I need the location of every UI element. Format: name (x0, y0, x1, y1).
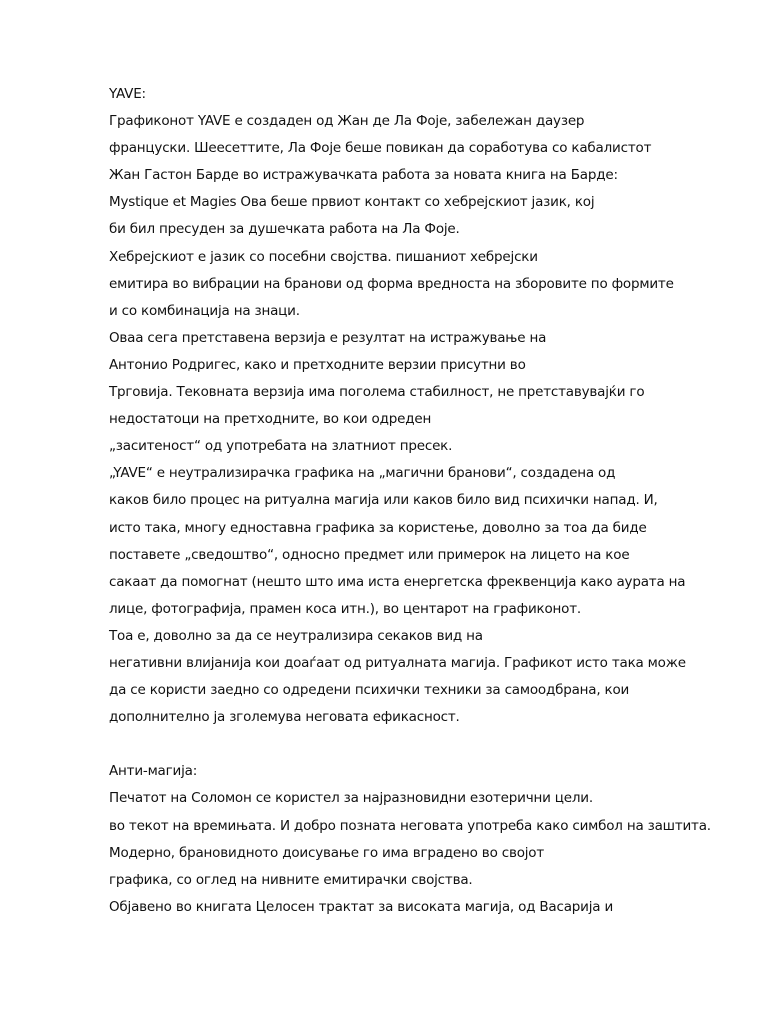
paragraph-line: Антонио Родригес, како и претходните верзии присутни во (109, 356, 526, 373)
paragraph-line: недостатоци на претходните, во кои одреден (109, 411, 432, 428)
paragraph-line: исто така, многу едноставна графика за користење, доволно за тоа да биде (109, 519, 647, 536)
paragraph-line: дополнително ја зголемува неговата ефикасност. (109, 709, 460, 726)
paragraph-line: графика, со оглед на нивните емитирачки својства. (109, 871, 473, 888)
section-heading-yave: YAVE: (109, 86, 146, 102)
paragraph-line: Жан Гастон Барде во истражувачката работа за новата книга на Барде: (109, 167, 618, 184)
section-heading-anti-magic: Анти-магија: (109, 763, 198, 780)
paragraph-line: и со комбинација на знаци. (109, 302, 300, 319)
paragraph-line: Графиконот YAVE е создаден од Жан де Ла Фоје, забележан даузер (109, 113, 585, 130)
paragraph-line: Оваа сега претставена верзија е резултат на истражување на (109, 329, 547, 346)
paragraph-line: Mystique et Magies Ова беше првиот контакт со хебрејскиот јазик, кој (109, 194, 595, 211)
paragraph-line: Модерно, брановидното доисување го има вградено во својот (109, 844, 545, 861)
paragraph-line: негативни влијанија кои доаѓаат од ритуалната магија. Графикот исто така може (109, 654, 686, 671)
paragraph-line: да се користи заедно со одредени психички техники за самоодбрана, кои (109, 682, 630, 699)
paragraph-line: би бил пресуден за душечката работа на Ла Фоје. (109, 221, 460, 238)
paragraph-line: француски. Шеесеттите, Ла Фоје беше повикан да соработува со кабалистот (109, 140, 652, 157)
paragraph-line: „YAVE“ е неутрализирачка графика на „магични бранови“, создадена од (109, 465, 616, 482)
paragraph-line: поставете „сведоштво“, односно предмет или примерок на лицето на кое (109, 546, 630, 563)
paragraph-line: сакаат да помогнат (нешто што има иста енергетска фреквенција како аурата на (109, 573, 686, 590)
paragraph-line: Трговија. Тековната верзија има поголема стабилност, не претставувајќи го (109, 384, 645, 401)
paragraph-line: каков било процес на ритуална магија или каков било вид психички напад. И, (109, 492, 658, 509)
paragraph-line: Објавено во книгата Целосен трактат за високата магија, од Васарија и (109, 898, 614, 915)
paragraph-line: во текот на времињата. И добро позната неговата употреба како симбол на заштита. (109, 817, 711, 834)
paragraph-line: Тоа е, доволно за да се неутрализира секаков вид на (109, 627, 483, 644)
section-spacer (109, 734, 669, 761)
paragraph-line: лице, фотографија, прамен коса итн.), во центарот на графиконот. (109, 600, 581, 617)
paragraph-line: емитира во вибрации на бранови од форма вредноста на зборовите по формите (109, 275, 674, 292)
document-body (109, 84, 711, 924)
paragraph-line: Хебрејскиот е јазик со посебни својства. пишаниот хебрејски (109, 248, 538, 265)
paragraph-line: „заситеност“ од употребата на златниот пресек. (109, 438, 453, 455)
paragraph-line: Печатот на Соломон се користел за најразновидни езотерични цели. (109, 790, 593, 807)
